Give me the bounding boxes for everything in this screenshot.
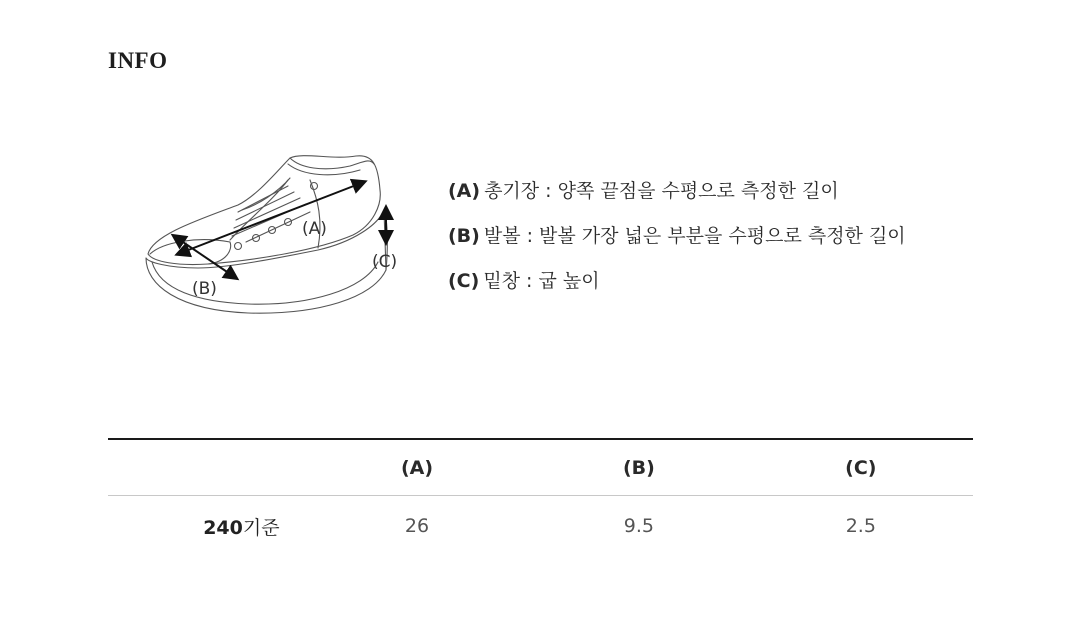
legend-text: 총기장 : 양쪽 끝점을 수평으로 측정한 길이 (484, 180, 839, 202)
legend-key: (A) (448, 180, 481, 202)
legend-item-b (448, 219, 906, 264)
measurement-legend (448, 174, 906, 309)
table-header-cell: (C) (845, 456, 877, 479)
size-table (108, 438, 973, 556)
table-cell: 2.5 (845, 515, 876, 537)
table-cell: 26 (404, 515, 430, 537)
legend-key: (C) (448, 270, 480, 292)
legend-text: 발볼 : 발볼 가장 넓은 부분을 수평으로 측정한 길이 (483, 225, 906, 247)
shoe-outline (146, 156, 387, 313)
shoe-diagram (138, 150, 410, 322)
row-label (108, 513, 305, 540)
table-header-row (108, 438, 973, 496)
arrow-a (178, 182, 364, 254)
table-cell: 9.5 (623, 515, 655, 537)
legend-key: (B) (448, 225, 480, 247)
diagram-label-c: (C) (372, 252, 398, 272)
size-unit: 기준 (242, 516, 280, 539)
size-value: 240 (203, 516, 243, 539)
table-row (108, 496, 973, 556)
table-header-cell: (B) (622, 456, 655, 479)
arrow-b (174, 236, 236, 278)
page-title: INFO (108, 48, 168, 73)
legend-item-a (448, 174, 906, 219)
legend-text: 밑창 : 굽 높이 (483, 270, 600, 292)
table-header-cell: (A) (400, 456, 434, 479)
legend-item-c (448, 264, 906, 309)
diagram-label-b: (B) (192, 279, 217, 299)
diagram-label-a: (A) (302, 219, 327, 239)
